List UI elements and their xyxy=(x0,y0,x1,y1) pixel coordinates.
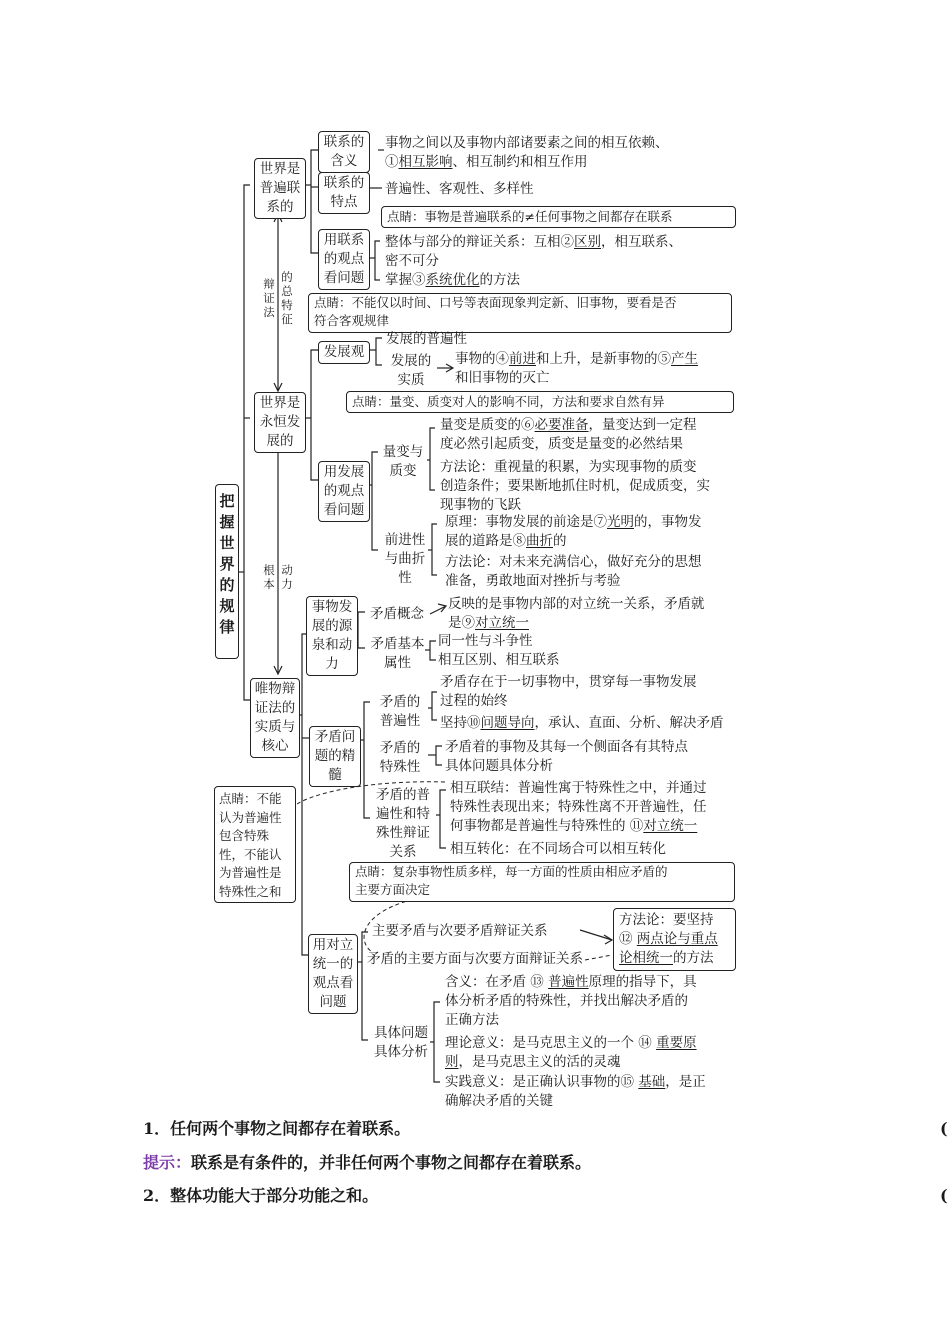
qq-text-2: 度必然引起质变，质变是量变的必然结果 xyxy=(440,436,683,452)
contradiction-attributes: 矛盾基本属性 xyxy=(370,636,425,671)
label-motive-force: 动力 xyxy=(281,563,293,591)
note-universality-particularity: 点睛：不能认为普遍性包含特殊性，不能认为普遍性是特殊性之和 xyxy=(214,786,296,903)
node-unity-of-opposites: 用对立统一的观点看问题 xyxy=(308,934,358,1014)
qq-text-4: 创造条件；要果断地抓住时机，促成质变，实 xyxy=(440,478,710,494)
dial-text-2: 特殊性表现出来；特殊性离不开普遍性，任 xyxy=(450,799,707,815)
feat-text: 普遍性、客观性、多样性 xyxy=(385,181,534,197)
spec-text-1: 矛盾着的事物及其每一个侧面各有其特点 xyxy=(445,739,688,755)
con-text-7: 确解决矛盾的关键 xyxy=(445,1093,553,1109)
dev-text-2: 和旧事物的灭亡 xyxy=(455,370,550,386)
node-development-viewpoint: 用发展的观点看问题 xyxy=(318,461,370,522)
view-text-1: 整体与部分的辩证关系：互相②区别，相互联系、 xyxy=(385,234,682,250)
node-source-power: 事物发展的源泉和动力 xyxy=(306,596,358,676)
univ-text-1: 矛盾存在于一切事物中，贯穿每一事物发展 xyxy=(440,674,697,690)
node-connection-viewpoint: 用联系的观点看问题 xyxy=(318,229,370,290)
concept-text-2: 是⑨对立统一 xyxy=(448,615,529,631)
contradiction-concept: 矛盾概念 xyxy=(370,606,424,622)
dial-text-3: 何事物都是普遍性与特殊性的 ⑪对立统一 xyxy=(450,818,698,834)
con-text-6: 实践意义：是正确认识事物的⑮ 基础，是正 xyxy=(445,1074,706,1090)
con-text-1: 含义：在矛盾 ⑬ 普遍性原理的指导下，具 xyxy=(445,974,697,990)
con-text-3: 正确方法 xyxy=(445,1012,499,1028)
dev-text-1: 事物的④前进和上升，是新事物的⑤产生 xyxy=(455,351,698,367)
node-connection-features: 联系的特点 xyxy=(318,172,370,214)
label-dialectics: 辩证法 xyxy=(263,277,275,319)
node-connection-definition: 联系的含义 xyxy=(318,131,370,173)
dev-essence: 发展的实质 xyxy=(390,353,432,388)
view-text-3: 掌握③系统优化的方法 xyxy=(385,272,520,288)
concept-text-1: 反映的是事物内部的对立统一关系，矛盾就 xyxy=(448,596,705,612)
pc-text-2: 展的道路是⑧曲折的 xyxy=(445,533,567,549)
question-2: 2．整体功能大于部分功能之和。 xyxy=(143,1186,379,1205)
node-eternal-development: 世界是永恒发展的 xyxy=(254,392,306,453)
view-text-2: 密不可分 xyxy=(385,253,439,269)
univ-text-3: 坚持⑩问题导向，承认、直面、分析、解决矛盾 xyxy=(440,715,724,731)
node-dialectics-core: 唯物辩证法的实质与核心 xyxy=(250,678,300,758)
concrete-analysis: 具体问题具体分析 xyxy=(374,1025,428,1060)
basic-text-2: 相互区别、相互联系 xyxy=(438,652,560,668)
con-text-2: 体分析矛盾的特殊性，并找出解决矛盾的 xyxy=(445,993,688,1009)
def-text-1: 事物之间以及事物内部诸要素之间的相互依赖、 xyxy=(385,135,669,151)
qq-text-5: 现事物的飞跃 xyxy=(440,497,521,513)
node-contradiction-essence: 矛盾问题的精髓 xyxy=(309,726,361,787)
note-connection: 点睛：事物是普遍联系的≠任何事物之间都存在联系 xyxy=(381,206,736,228)
question-1-paren: ( xyxy=(940,1119,948,1138)
dial-text-4: 相互转化：在不同场合可以相互转化 xyxy=(450,841,666,857)
con-text-4: 理论意义：是马克思主义的一个 ⑭ 重要原 xyxy=(445,1035,697,1051)
label-fundamental: 根本 xyxy=(263,563,275,591)
hint-text: 联系是有条件的，并非任何两个事物之间都存在着联系。 xyxy=(191,1153,592,1172)
node-quantity-quality: 量变与质变 xyxy=(382,444,424,479)
pc-text-3: 方法论：对未来充满信心，做好充分的思想 xyxy=(445,554,702,570)
basic-text-1: 同一性与斗争性 xyxy=(438,633,533,649)
label-general-features: 的总特征 xyxy=(281,270,293,326)
note-complex-things: 点睛：复杂事物性质多样，每一方面的性质由相应矛盾的 主要方面决定 xyxy=(349,862,735,902)
node-development-view: 发展观 xyxy=(318,341,370,364)
question-2-paren: ( xyxy=(940,1186,948,1205)
node-universal-connection: 世界是普遍联系的 xyxy=(254,158,306,219)
qq-text-1: 量变是质变的⑥必要准备，量变达到一定程 xyxy=(440,417,697,433)
hint-1 xyxy=(143,1151,591,1175)
dial-text-1: 相互联结：普遍性寓于特殊性之中，并通过 xyxy=(450,780,707,796)
pc-text-4: 准备，勇敢地面对挫折与考验 xyxy=(445,573,621,589)
principal-secondary-contradiction: 主要矛盾与次要矛盾辩证关系 xyxy=(372,923,548,939)
question-1: 1．任何两个事物之间都存在着联系。 xyxy=(143,1119,411,1138)
contradiction-particularity: 矛盾的特殊性 xyxy=(379,740,421,775)
pc-text-1: 原理：事物发展的前途是⑦光明的，事物发 xyxy=(445,514,702,530)
note-new-old-things: 点睛：不能仅以时间、口号等表面现象判定新、旧事物，要看是否 符合客观规律 xyxy=(308,293,732,333)
qq-text-3: 方法论：重视量的积累，为实现事物的质变 xyxy=(440,459,697,475)
node-progress-twists: 前进性与曲折性 xyxy=(384,532,426,586)
univ-text-2: 过程的始终 xyxy=(440,693,508,709)
root-node: 把握世界的规律 xyxy=(215,484,239,659)
spec-text-2: 具体问题具体分析 xyxy=(445,758,553,774)
con-text-5: 则，是马克思主义的活的灵魂 xyxy=(445,1054,621,1070)
def-text-2: ①相互影响、相互制约和相互作用 xyxy=(385,154,588,170)
note-quantitative-qualitative: 点睛：量变、质变对人的影响不同，方法和要求自然有异 xyxy=(346,391,734,413)
principal-secondary-aspect: 矛盾的主要方面与次要方面辩证关系 xyxy=(367,951,583,967)
hint-label: 提示： xyxy=(143,1153,192,1172)
contradiction-universality: 矛盾的普遍性 xyxy=(379,694,421,729)
dialectical-relation: 矛盾的普遍性和特殊性辩证关系 xyxy=(376,787,430,860)
dev-universality: 发展的普遍性 xyxy=(386,331,467,347)
method-box: 方法论：要坚持 ⑫ 两点论与重点 论相统一的方法 xyxy=(613,908,736,971)
